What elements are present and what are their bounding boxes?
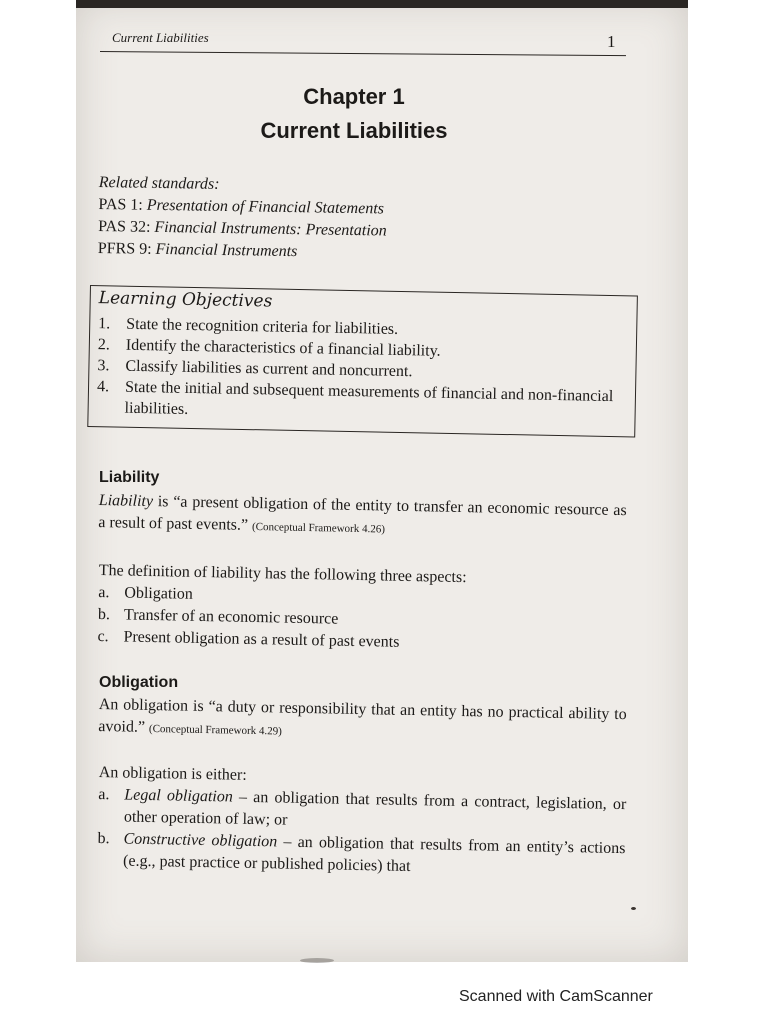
standard-item: PAS 1: Presentation of Financial Statements xyxy=(98,195,385,218)
chapter-number: Chapter 1 xyxy=(303,84,405,109)
objective-item: 1. State the recognition criteria for liabilities. xyxy=(98,315,399,338)
standard-item: PAS 32: Financial Instruments: Presentation xyxy=(98,217,387,240)
objective-item: 3. Classify liabilities as current and noncurrent. xyxy=(97,357,413,381)
obligation-type-item: b. Constructive obligation – an obligation that results from an entity’s actions (e.g., past practice or published policies) that xyxy=(97,829,626,875)
obligation-heading: Obligation xyxy=(99,674,179,691)
aspect-item: b. Transfer of an economic resource xyxy=(97,605,339,628)
scanner-watermark: Scanned with CamScanner xyxy=(459,988,653,1005)
standard-item: PFRS 9: Financial Instruments xyxy=(97,239,298,261)
liability-definition: Liability is “a present obligation of the entity to transfer an economic resource as a result of past events.” (Conceptual Framework 4.26) xyxy=(98,491,627,536)
running-header-title: Current Liabilities xyxy=(112,30,209,45)
aspect-item: c. Present obligation as a result of past events xyxy=(97,627,400,651)
related-standards xyxy=(98,172,639,268)
page-top-edge xyxy=(76,0,688,8)
chapter-title: Current Liabilities xyxy=(260,118,448,143)
obligation-types xyxy=(97,762,627,882)
objective-item: 4. State the initial and subsequent measurements of financial and non-financial liabilities. xyxy=(96,378,614,418)
learning-objectives-box xyxy=(87,285,638,437)
page-number: 1 xyxy=(607,32,616,51)
obligation-either-intro: An obligation is either: xyxy=(98,763,247,784)
scan-speck xyxy=(631,907,636,910)
learning-objectives-list xyxy=(96,313,628,428)
objective-item: 2. Identify the characteristics of a financial liability. xyxy=(97,336,441,360)
scan-smudge xyxy=(300,958,334,963)
aspect-item: a. Obligation xyxy=(98,583,193,603)
learning-objectives-title: Learning Objectives xyxy=(98,288,273,312)
obligation-type-item: a. Legal obligation – an obligation that results from a contract, legislation, or other operation of law; or xyxy=(98,785,627,829)
aspects-intro: The definition of liability has the following three aspects: xyxy=(98,561,467,587)
liability-aspects xyxy=(97,560,627,658)
related-standards-heading: Related standards: xyxy=(98,173,220,193)
obligation-definition: An obligation is “a duty or responsibility that an entity has no practical ability to avoid.” (Conceptual Framework 4.29) xyxy=(98,695,627,738)
liability-heading: Liability xyxy=(99,469,160,486)
